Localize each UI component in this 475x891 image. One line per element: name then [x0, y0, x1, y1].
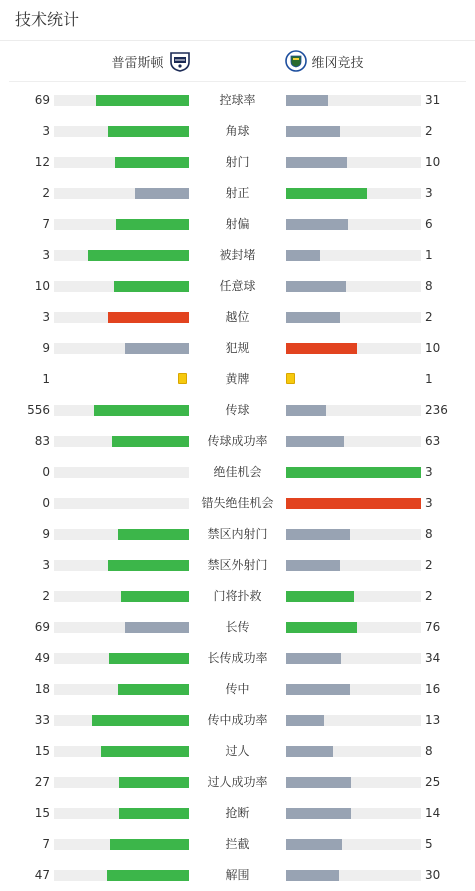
stat-row	[0, 488, 475, 519]
home-bar-track	[54, 777, 189, 788]
stat-row	[0, 581, 475, 612]
away-bar	[286, 436, 344, 447]
away-value: 2	[425, 589, 433, 603]
away-value: 76	[425, 620, 441, 634]
teams-header	[9, 41, 466, 82]
stat-row	[0, 674, 475, 705]
away-bar-track	[286, 188, 421, 199]
home-value: 49	[34, 651, 50, 665]
stat-row	[0, 85, 475, 116]
away-bar-track	[286, 467, 421, 478]
stat-row	[0, 426, 475, 457]
away-bar	[286, 498, 421, 509]
away-value: 14	[425, 806, 441, 820]
wigan-crest-icon	[285, 50, 307, 72]
home-bar-track	[54, 126, 189, 137]
stat-row	[0, 364, 475, 395]
away-bar-track	[286, 839, 421, 850]
home-bar-track	[54, 715, 189, 726]
home-value: 15	[34, 806, 50, 820]
away-bar	[286, 405, 326, 416]
stat-row	[0, 519, 475, 550]
away-bar	[286, 312, 340, 323]
stat-row	[0, 240, 475, 271]
home-value: 27	[34, 775, 50, 789]
home-bar	[108, 312, 189, 323]
away-bar	[286, 95, 328, 106]
away-value: 236	[425, 403, 448, 417]
home-value: 15	[34, 744, 50, 758]
stat-row	[0, 271, 475, 302]
home-value: 47	[34, 868, 50, 882]
away-value: 8	[425, 527, 433, 541]
home-value: 556	[27, 403, 50, 417]
stat-row	[0, 643, 475, 674]
home-bar-track	[54, 808, 189, 819]
stat-label: 黄牌	[225, 372, 250, 386]
preston-crest-icon	[169, 50, 191, 72]
home-bar-track	[54, 529, 189, 540]
home-bar-track	[54, 684, 189, 695]
home-value: 7	[42, 837, 50, 851]
home-bar	[88, 250, 189, 261]
home-bar-track	[54, 622, 189, 633]
stat-label: 传中成功率	[207, 713, 268, 727]
home-bar	[110, 839, 189, 850]
home-bar-track	[54, 746, 189, 757]
home-bar-track	[54, 560, 189, 571]
away-bar-track	[286, 498, 421, 509]
stat-label: 控球率	[219, 93, 256, 107]
home-value: 3	[42, 558, 50, 572]
away-value: 3	[425, 496, 433, 510]
home-yellow-card-icon	[178, 373, 187, 384]
home-bar	[121, 591, 189, 602]
away-bar-track	[286, 529, 421, 540]
stat-row	[0, 829, 475, 860]
stat-label: 传球成功率	[207, 434, 268, 448]
away-value: 34	[425, 651, 441, 665]
home-bar-track	[54, 405, 189, 416]
home-value: 83	[34, 434, 50, 448]
stat-label: 过人	[225, 744, 250, 758]
away-value: 25	[425, 775, 441, 789]
away-bar	[286, 529, 350, 540]
stat-row	[0, 736, 475, 767]
home-bar-track	[54, 343, 189, 354]
away-bar-track	[286, 219, 421, 230]
away-bar-track	[286, 405, 421, 416]
away-value: 2	[425, 124, 433, 138]
stat-label: 绝佳机会	[213, 465, 262, 479]
stat-row	[0, 116, 475, 147]
away-yellow-card-icon	[286, 373, 295, 384]
home-bar-track	[54, 591, 189, 602]
away-value: 2	[425, 558, 433, 572]
home-value: 3	[42, 248, 50, 262]
away-value: 2	[425, 310, 433, 324]
stat-row	[0, 333, 475, 364]
home-bar-track	[54, 436, 189, 447]
stat-label: 被封堵	[219, 248, 256, 262]
home-bar	[116, 219, 189, 230]
away-bar-track	[286, 157, 421, 168]
home-bar-track	[54, 498, 189, 509]
stat-row	[0, 395, 475, 426]
stat-label: 门将扑救	[213, 589, 262, 603]
stat-label: 射门	[225, 155, 250, 169]
home-bar	[108, 560, 189, 571]
away-bar-track	[286, 560, 421, 571]
away-value: 3	[425, 186, 433, 200]
home-bar-track	[54, 653, 189, 664]
stat-row	[0, 798, 475, 829]
away-value: 31	[425, 93, 441, 107]
away-bar-track	[286, 281, 421, 292]
home-bar	[118, 529, 189, 540]
home-bar	[119, 808, 189, 819]
stat-label: 禁区内射门	[207, 527, 268, 541]
home-value: 3	[42, 310, 50, 324]
stat-label: 拦截	[225, 837, 250, 851]
stat-row	[0, 457, 475, 488]
home-value: 7	[42, 217, 50, 231]
away-value: 63	[425, 434, 441, 448]
away-value: 30	[425, 868, 441, 882]
home-bar-track	[54, 188, 189, 199]
away-value: 10	[425, 341, 441, 355]
stat-label: 传球	[225, 403, 250, 417]
home-bar	[114, 281, 189, 292]
away-bar-track	[286, 684, 421, 695]
home-value: 12	[34, 155, 50, 169]
away-bar	[286, 188, 367, 199]
away-bar-track	[286, 715, 421, 726]
home-bar-track	[54, 95, 189, 106]
away-bar-track	[286, 312, 421, 323]
stat-row	[0, 209, 475, 240]
stat-label: 解围	[225, 868, 250, 882]
away-bar-track	[286, 653, 421, 664]
away-value: 5	[425, 837, 433, 851]
home-value: 9	[42, 527, 50, 541]
stat-label: 抢断	[225, 806, 250, 820]
away-value: 3	[425, 465, 433, 479]
away-bar-track	[286, 777, 421, 788]
home-bar	[115, 157, 189, 168]
home-bar	[92, 715, 189, 726]
stat-label: 过人成功率	[207, 775, 268, 789]
stat-label: 犯规	[225, 341, 250, 355]
home-value: 69	[34, 93, 50, 107]
stat-label: 禁区外射门	[207, 558, 268, 572]
home-bar	[118, 684, 189, 695]
away-bar-track	[286, 250, 421, 261]
away-bar-track	[286, 746, 421, 757]
home-value: 0	[42, 496, 50, 510]
away-bar-track	[286, 870, 421, 881]
home-value: 3	[42, 124, 50, 138]
away-value: 1	[425, 248, 433, 262]
home-bar	[125, 622, 189, 633]
away-bar-track	[286, 622, 421, 633]
home-value: 0	[42, 465, 50, 479]
home-bar-track	[54, 281, 189, 292]
stat-label: 任意球	[219, 279, 256, 293]
home-value: 9	[42, 341, 50, 355]
away-bar	[286, 343, 357, 354]
away-bar	[286, 777, 351, 788]
away-bar-track	[286, 95, 421, 106]
home-value: 33	[34, 713, 50, 727]
home-bar-track	[54, 312, 189, 323]
away-bar	[286, 870, 339, 881]
stat-row	[0, 147, 475, 178]
home-bar-track	[54, 219, 189, 230]
away-value: 10	[425, 155, 441, 169]
home-value: 2	[42, 186, 50, 200]
away-bar	[286, 219, 348, 230]
home-team[interactable]	[111, 41, 190, 81]
home-bar	[108, 126, 189, 137]
stat-label: 角球	[225, 124, 250, 138]
away-bar	[286, 467, 421, 478]
stat-label: 射正	[225, 186, 250, 200]
away-bar	[286, 622, 357, 633]
away-value: 8	[425, 279, 433, 293]
home-bar	[119, 777, 189, 788]
home-team-name: 普雷斯顿	[111, 55, 164, 71]
home-bar-track	[54, 250, 189, 261]
away-bar	[286, 839, 342, 850]
home-bar	[109, 653, 189, 664]
stat-label: 传中	[225, 682, 250, 696]
stat-row	[0, 705, 475, 736]
away-value: 16	[425, 682, 441, 696]
page-title: 技术统计	[0, 0, 475, 41]
away-bar	[286, 560, 340, 571]
away-bar	[286, 746, 333, 757]
away-bar	[286, 281, 346, 292]
away-bar-track	[286, 436, 421, 447]
away-value: 6	[425, 217, 433, 231]
away-value: 13	[425, 713, 441, 727]
stat-label: 射偏	[225, 217, 250, 231]
home-bar	[101, 746, 189, 757]
stat-label: 错失绝佳机会	[201, 496, 274, 510]
away-team-name: 维冈竞技	[311, 55, 364, 71]
away-bar-track	[286, 591, 421, 602]
stat-row	[0, 178, 475, 209]
away-bar	[286, 808, 351, 819]
away-bar	[286, 591, 354, 602]
away-bar-track	[286, 126, 421, 137]
away-bar	[286, 157, 347, 168]
home-bar-track	[54, 870, 189, 881]
home-value: 18	[34, 682, 50, 696]
home-bar	[94, 405, 189, 416]
home-bar	[96, 95, 189, 106]
home-value: 1	[42, 372, 50, 386]
home-value: 10	[34, 279, 50, 293]
away-bar	[286, 715, 324, 726]
away-bar	[286, 126, 340, 137]
away-bar	[286, 653, 341, 664]
home-bar	[125, 343, 189, 354]
home-bar-track	[54, 467, 189, 478]
home-bar	[112, 436, 189, 447]
away-value: 1	[425, 372, 433, 386]
stat-row	[0, 612, 475, 643]
stat-row	[0, 767, 475, 798]
home-bar-track	[54, 157, 189, 168]
home-bar-track	[54, 839, 189, 850]
away-bar-track	[286, 808, 421, 819]
stat-row	[0, 302, 475, 333]
stat-label: 长传成功率	[207, 651, 268, 665]
home-bar	[107, 870, 189, 881]
away-bar-track	[286, 343, 421, 354]
stat-label: 长传	[225, 620, 250, 634]
away-bar	[286, 684, 350, 695]
home-value: 2	[42, 589, 50, 603]
stat-row	[0, 860, 475, 891]
away-value: 8	[425, 744, 433, 758]
home-value: 69	[34, 620, 50, 634]
stat-row	[0, 550, 475, 581]
away-team[interactable]	[285, 41, 364, 81]
stat-label: 越位	[225, 310, 250, 324]
away-bar	[286, 250, 320, 261]
home-bar	[135, 188, 189, 199]
stats-list	[0, 85, 475, 891]
